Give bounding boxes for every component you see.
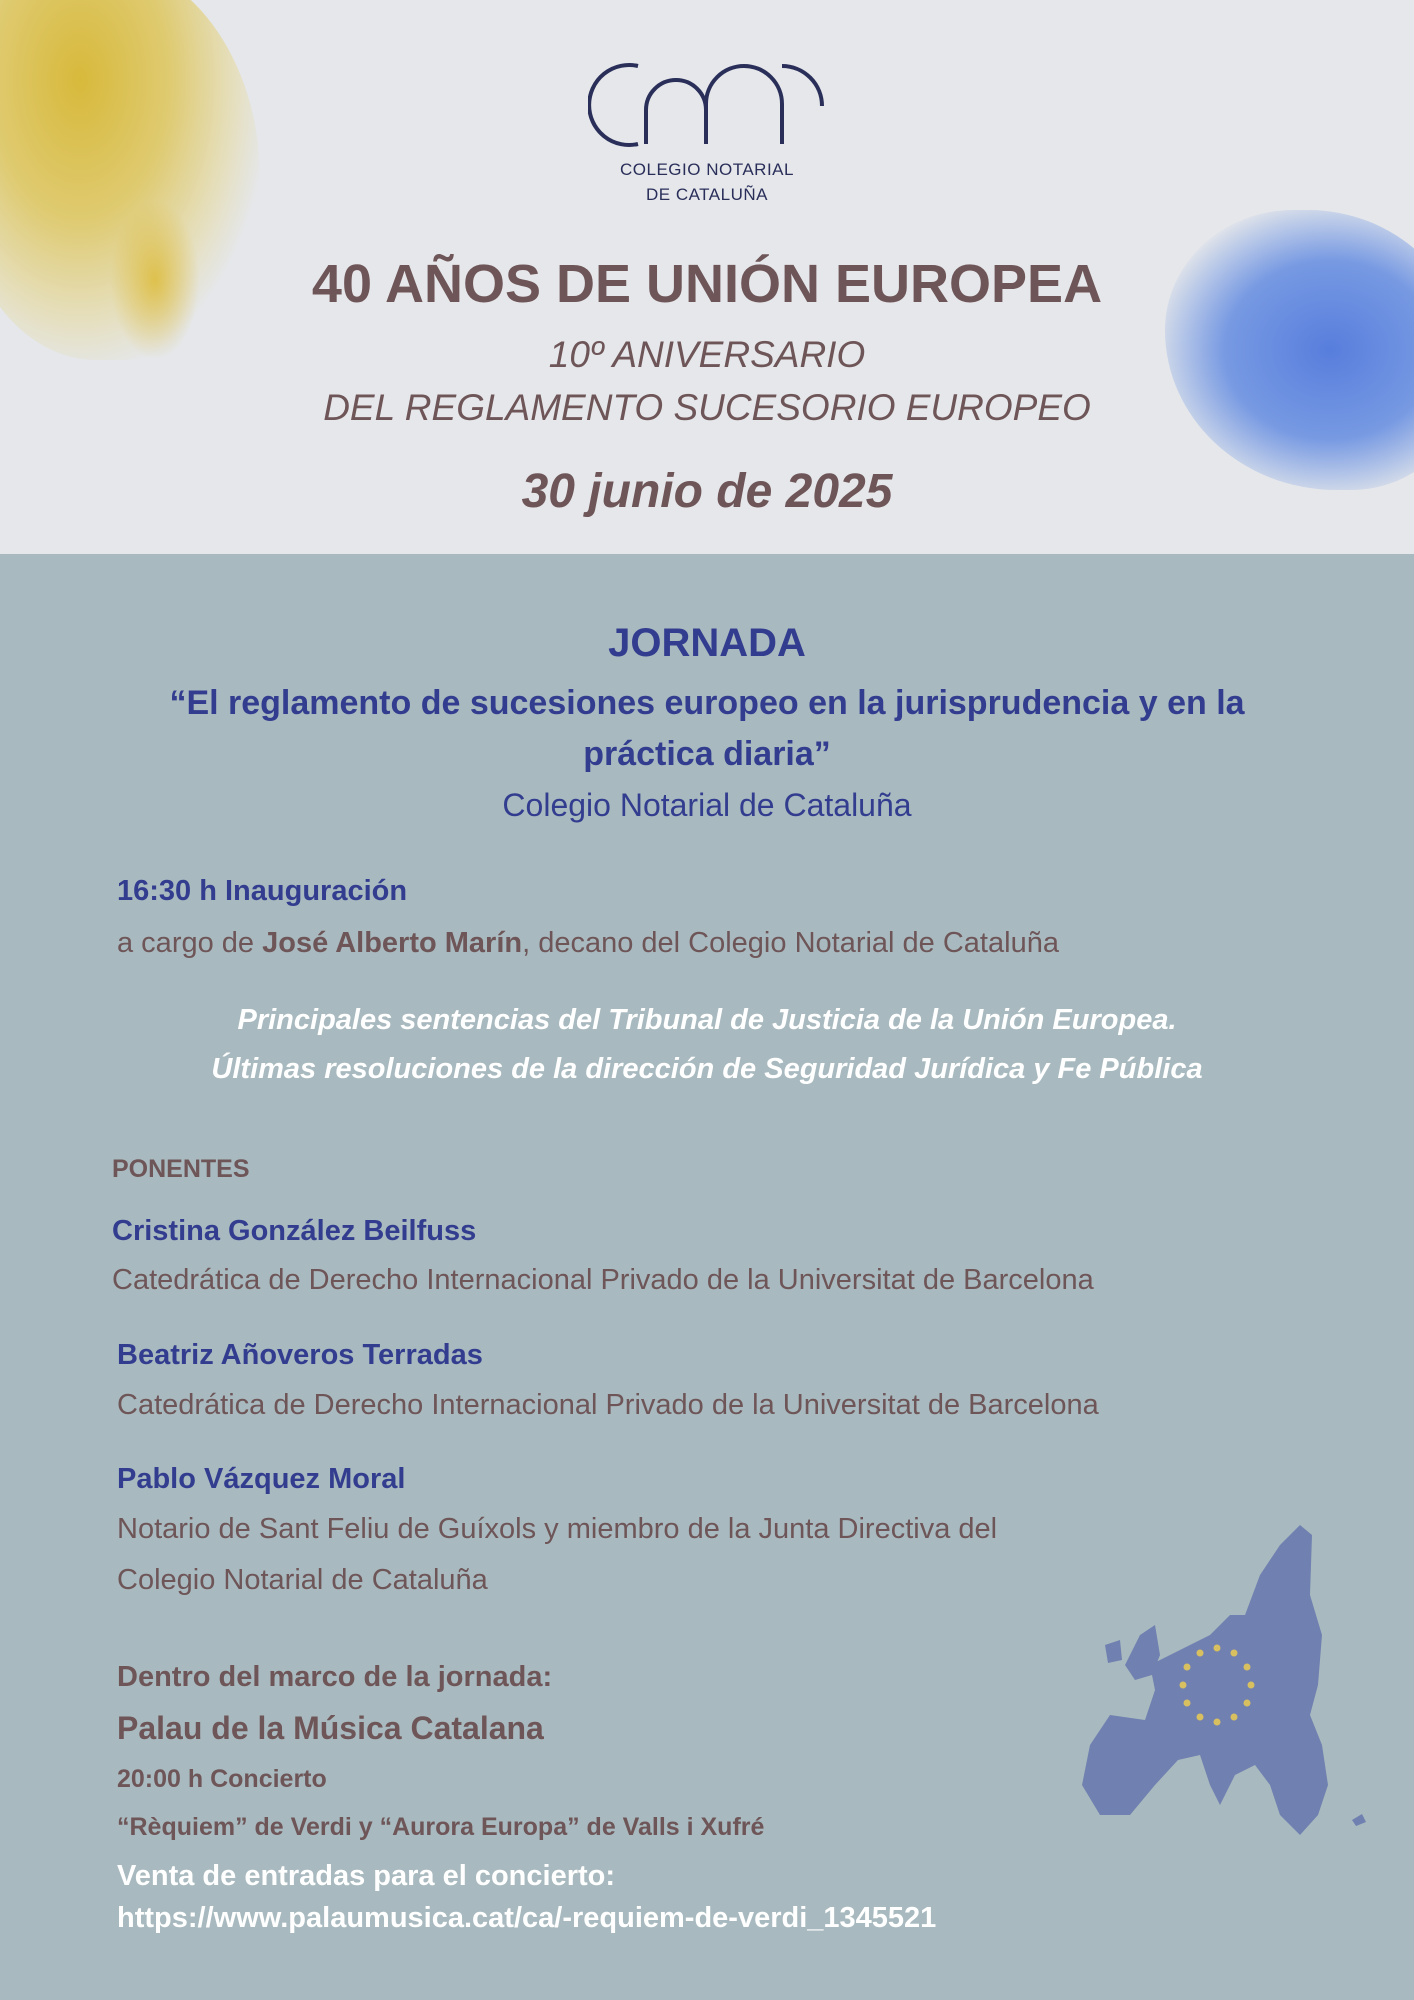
ponente-role: Catedrática de Derecho Internacional Privado de la Universitat de Barcelona: [112, 1264, 1094, 1296]
tickets-link[interactable]: https://www.palaumusica.cat/ca/-requiem-de-verdi_1345521: [117, 1902, 937, 1934]
ponente-role: Catedrática de Derecho Internacional Privado de la Universitat de Barcelona: [117, 1389, 1099, 1421]
inauguracion-person: José Alberto Marín: [262, 927, 523, 959]
jornada-title-line2: práctica diaria”: [583, 735, 831, 773]
ponente-role-line2: Colegio Notarial de Cataluña: [117, 1564, 488, 1596]
ponente-name: Cristina González Beilfuss: [112, 1215, 477, 1247]
inauguracion-suffix: , decano del Colegio Notarial de Cataluña: [522, 927, 1059, 959]
ponente-name: Beatriz Añoveros Terradas: [117, 1339, 483, 1371]
subtitle-line1: 10º ANIVERSARIO: [548, 334, 866, 375]
ponente-role-line1: Notario de Sant Feliu de Guíxols y miembro de la Junta Directiva del: [117, 1513, 998, 1545]
logo-text-line2: DE CATALUÑA: [645, 185, 768, 204]
logo-text-line1: COLEGIO NOTARIAL: [620, 160, 794, 179]
page-title: 40 AÑOS DE UNIÓN EUROPEA: [311, 254, 1103, 314]
jornada-title-line1: “El reglamento de sucesiones europeo en la jurisprudencia y en la: [169, 684, 1245, 722]
topics-line2: Últimas resoluciones de la dirección de Seguridad Jurídica y Fe Pública: [211, 1053, 1203, 1085]
concierto-intro: Dentro del marco de la jornada:: [117, 1661, 553, 1693]
concierto-program: “Rèquiem” de Verdi y “Aurora Europa” de Valls i Xufré: [117, 1813, 765, 1841]
ponente-name: Pablo Vázquez Moral: [117, 1463, 406, 1495]
event-date: 30 junio de 2025: [521, 465, 893, 518]
europe-map-icon: [1060, 1515, 1400, 1855]
jornada-venue: Colegio Notarial de Cataluña: [502, 787, 912, 823]
inauguracion-detail: [117, 927, 1059, 960]
topics-line1: Principales sentencias del Tribunal de Justicia de la Unión Europea.: [237, 1004, 1177, 1036]
cnc-logo-icon: [588, 60, 828, 150]
jornada-heading: JORNADA: [608, 621, 806, 665]
concierto-time: 20:00 h Concierto: [117, 1765, 327, 1793]
inauguracion-time: 16:30 h Inauguración: [117, 875, 408, 907]
ponentes-heading: PONENTES: [112, 1155, 250, 1183]
subtitle-line2: DEL REGLAMENTO SUCESORIO EUROPEO: [323, 387, 1091, 428]
tickets-label: Venta de entradas para el concierto:: [117, 1860, 616, 1892]
concierto-venue: Palau de la Música Catalana: [117, 1710, 544, 1746]
inauguracion-prefix: a cargo de: [117, 927, 263, 959]
header-section: [0, 0, 1414, 554]
